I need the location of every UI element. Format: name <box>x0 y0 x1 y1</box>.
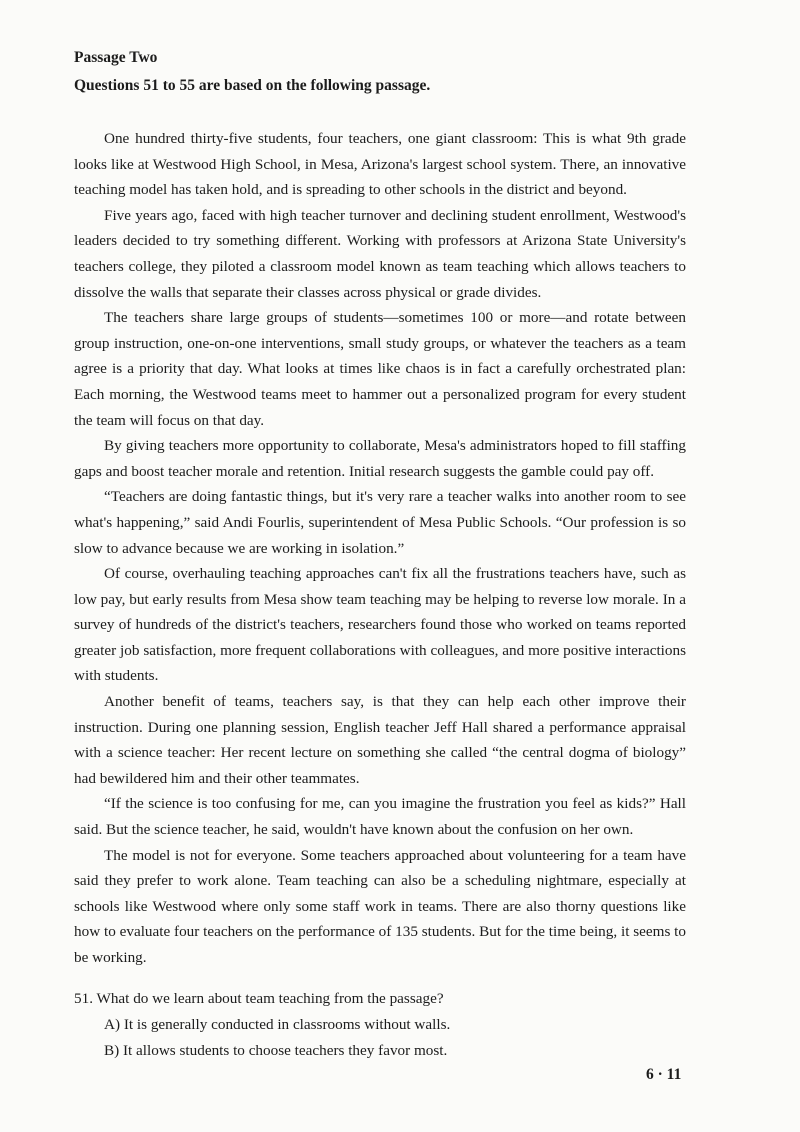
paragraph-7: Another benefit of teams, teachers say, is that they can help each other improve their instruction. During one planning session, English teacher Jeff Hall shared a performance appraisal with a science teacher: Her recent lecture on something she called “the central dogma of biology” had bewildered him and their other teammates. <box>74 693 686 787</box>
passage-body <box>74 126 686 971</box>
page-number: 6 · 11 <box>646 1066 682 1083</box>
paragraph-9: The model is not for everyone. Some teachers approached about volunteering for a team have said they prefer to work alone. Team teaching can also be a scheduling nightmare, especially at schools like Westwood where only some staff work in teams. There are also thorny questions like how to evaluate four teachers on the performance of 135 students. But for the time being, it seems to be working. <box>74 846 686 966</box>
question-stem: 51. What do we learn about team teaching from the passage? <box>74 990 444 1007</box>
paragraph-6: Of course, overhauling teaching approaches can't fix all the frustrations teachers have, such as low pay, but early results from Mesa show team teaching may be helping to reverse low morale. In a survey of hundreds of the district's teachers, researchers found those who worked on teams reported greater job satisfaction, more frequent collaborations with colleagues, and more positive interactions with students. <box>74 565 686 685</box>
option-b[interactable]: B) It allows students to choose teachers they favor most. <box>104 1042 448 1059</box>
paragraph-1: One hundred thirty-five students, four teachers, one giant classroom: This is what 9th grade looks like at Westwood High School, in Mesa, Arizona's largest school system. There, an innovative teaching model has taken hold, and is spreading to other schools in the district and beyond. <box>74 130 686 199</box>
paragraph-5: “Teachers are doing fantastic things, but it's very rare a teacher walks into another room to see what's happening,” said Andi Fourlis, superintendent of Mesa Public Schools. “Our profession is so slow to advance because we are working in isolation.” <box>74 488 686 557</box>
question-51 <box>74 986 686 1064</box>
passage-label: Passage Two <box>74 49 158 66</box>
option-a[interactable]: A) It is generally conducted in classrooms without walls. <box>104 1016 451 1033</box>
questions-note: Questions 51 to 55 are based on the following passage. <box>74 77 431 94</box>
paragraph-3: The teachers share large groups of students—sometimes 100 or more—and rotate between group instruction, one-on-one interventions, small study groups, or whatever the teachers as a team agree is a priority that day. What looks at times like chaos is in fact a carefully orchestrated plan: Each morning, the Westwood teams meet to hammer out a personalized program for every student the team will focus on that day. <box>74 309 686 429</box>
paragraph-8: “If the science is too confusing for me, can you imagine the frustration you feel as kids?” Hall said. But the science teacher, he said, wouldn't have known about the confusion on her own. <box>74 795 686 839</box>
paragraph-2: Five years ago, faced with high teacher turnover and declining student enrollment, Westwood's leaders decided to try something different. Working with professors at Arizona State University's teachers college, they piloted a classroom model known as team teaching which allows teachers to dissolve the walls that separate their classes across physical or grade divides. <box>74 206 686 301</box>
paragraph-4: By giving teachers more opportunity to collaborate, Mesa's administrators hoped to fill staffing gaps and boost teacher morale and retention. Initial research suggests the gamble could pay off. <box>74 437 686 480</box>
